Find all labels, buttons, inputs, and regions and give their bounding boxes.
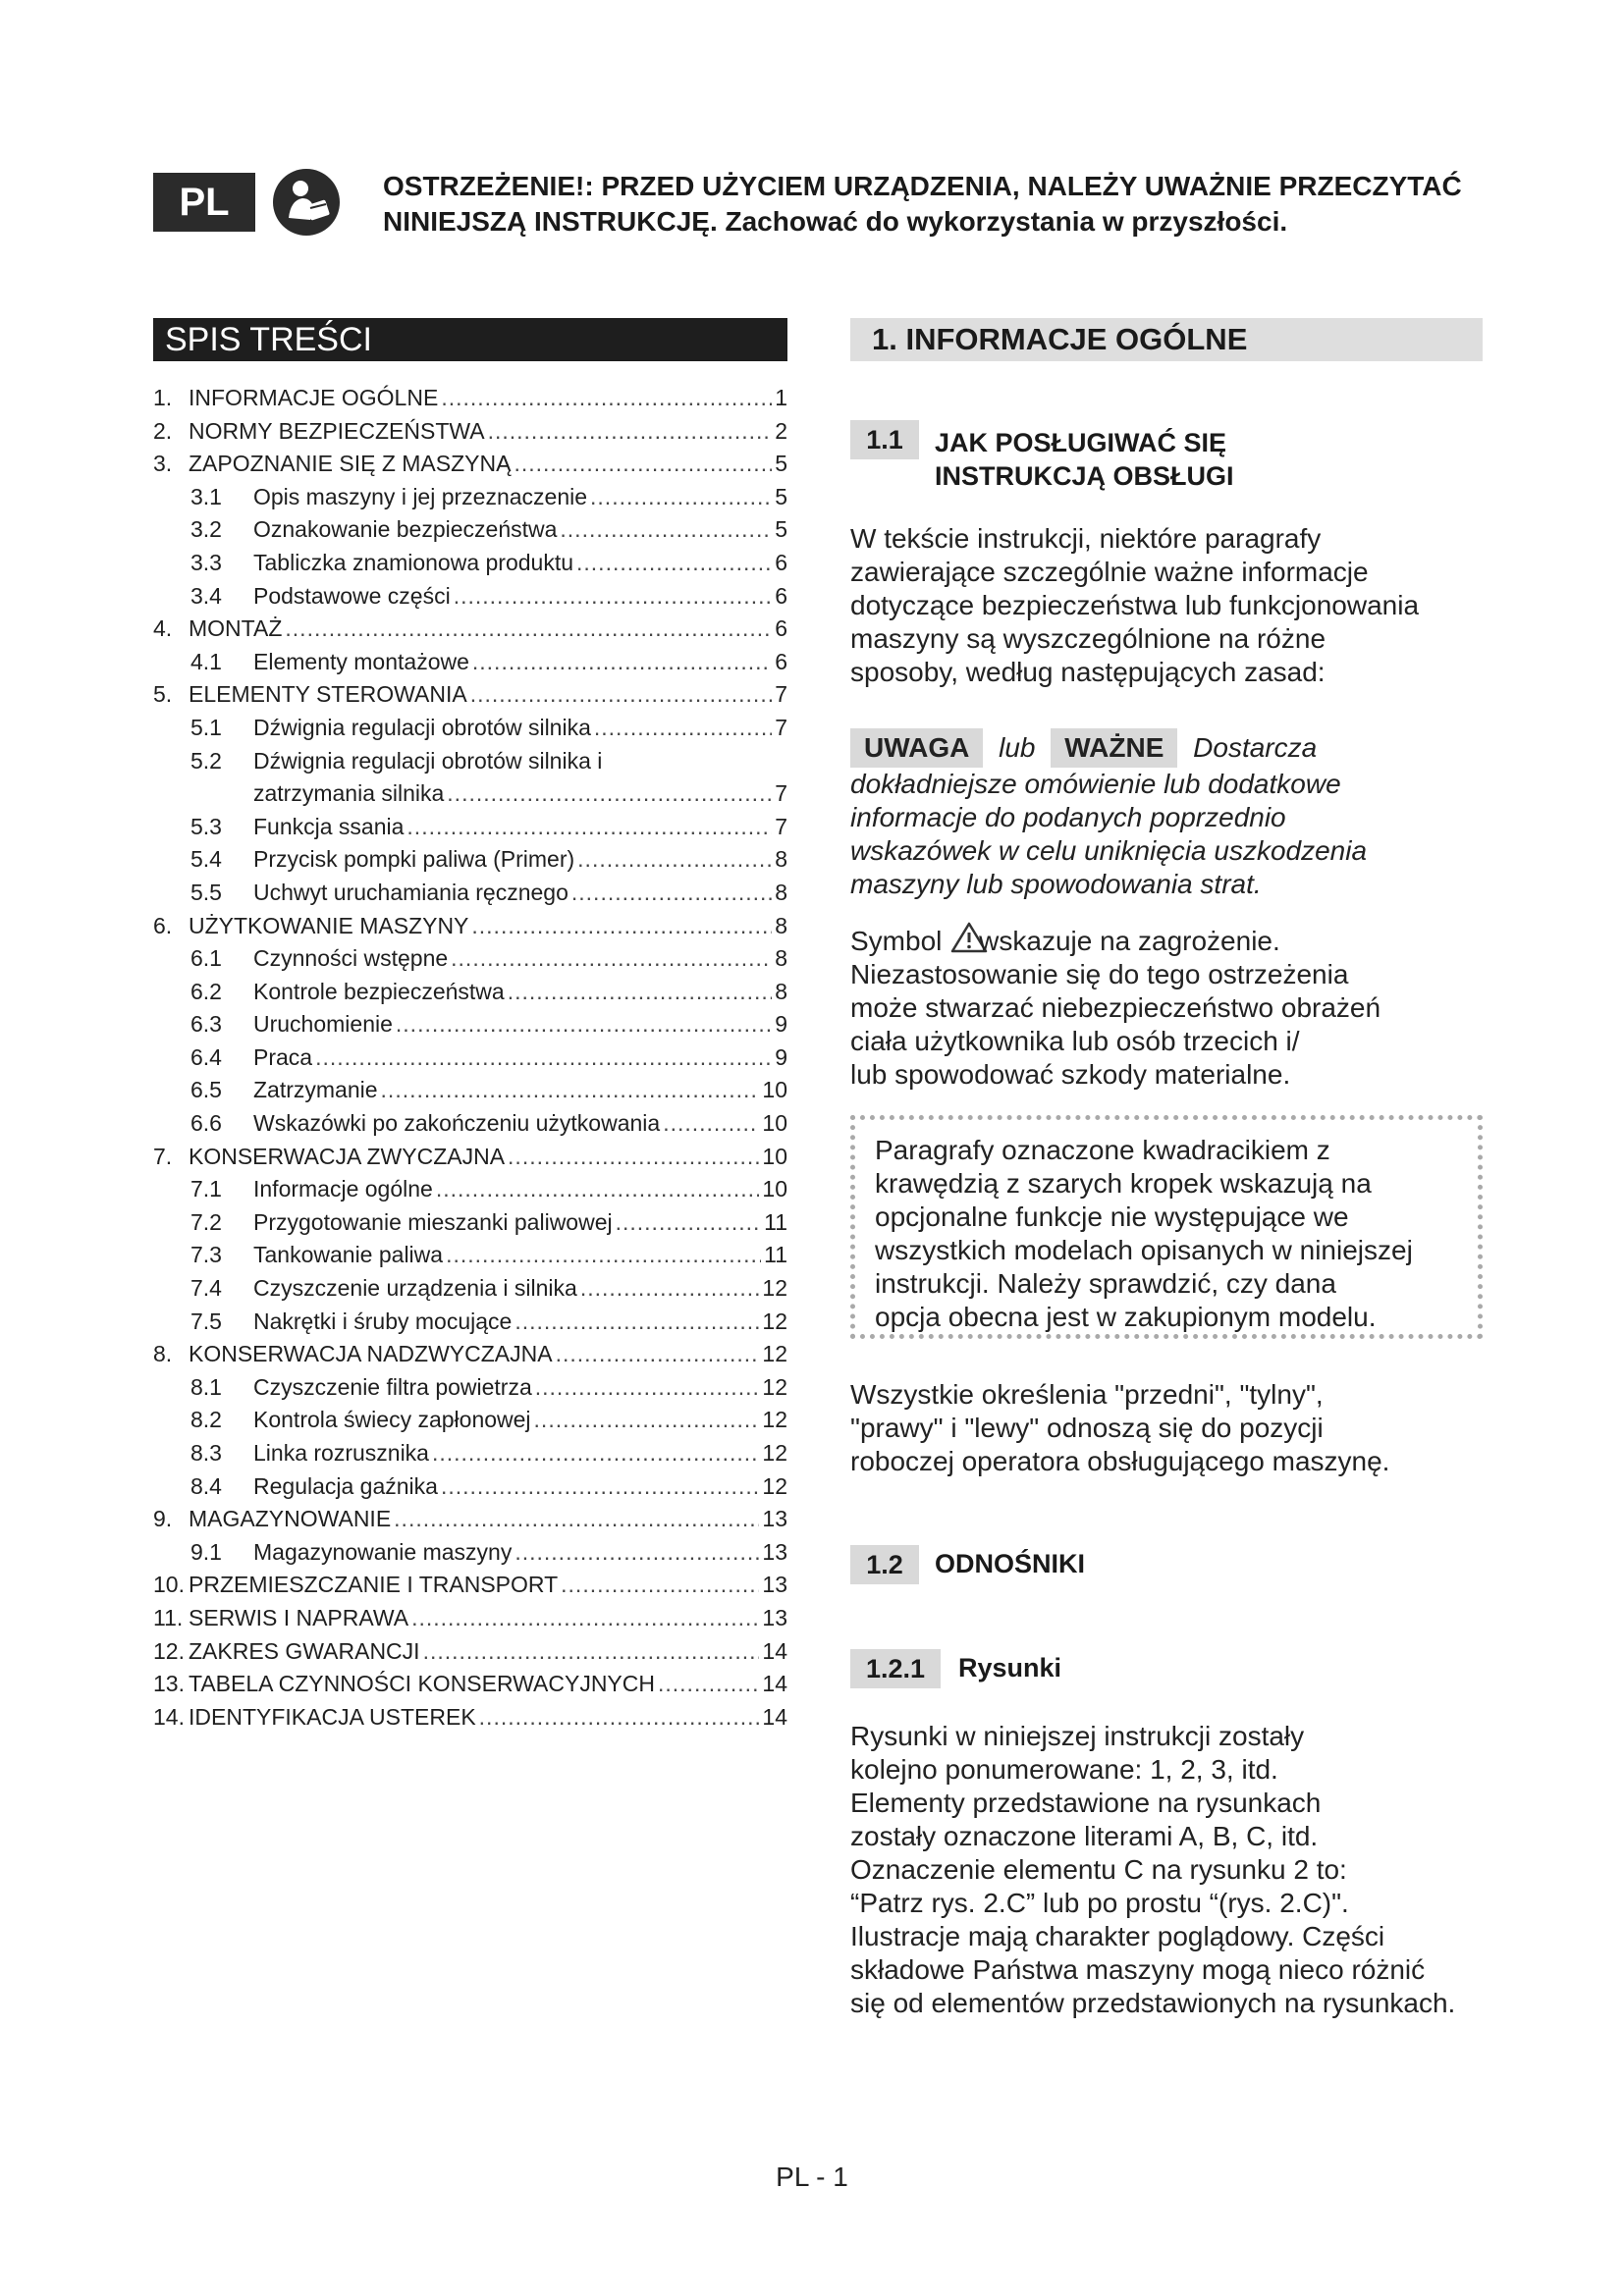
toc-entry xyxy=(153,1704,787,1737)
toc-entry xyxy=(153,1011,787,1044)
toc-leader-dots xyxy=(406,814,772,840)
toc-entry-title: ZAKRES GWARANCJI xyxy=(189,1637,420,1664)
toc-entry-page: 13 xyxy=(762,1604,787,1630)
text-line: opcjonalne funkcje nie występujące we xyxy=(875,1201,1349,1232)
toc-entry-title: Informacje ogólne xyxy=(253,1176,433,1202)
toc-entry-number: 11. xyxy=(153,1604,184,1630)
toc-entry-title: UŻYTKOWANIE MASZYNY xyxy=(189,912,469,938)
toc-entry-title: ZAPOZNANIE SIĘ Z MASZYNĄ xyxy=(189,451,512,477)
toc-leader-dots xyxy=(571,880,772,906)
toc-entry-page: 11 xyxy=(764,1242,787,1268)
toc-entry-page: 6 xyxy=(775,582,787,609)
toc-entry xyxy=(153,484,787,517)
toc-entry xyxy=(153,814,787,847)
text-line: wszystkich modelach opisanych w niniejszej xyxy=(875,1235,1413,1265)
text-line: Paragrafy oznaczone kwadracikiem z xyxy=(875,1135,1330,1165)
toc-entry xyxy=(153,550,787,583)
toc-entry-title: NORMY BEZPIECZEŃSTWA xyxy=(189,417,485,444)
toc-entry-number: 3.2 xyxy=(190,516,222,543)
toc-entry-page: 5 xyxy=(775,451,787,477)
toc-leader-dots xyxy=(590,484,772,510)
toc-entry xyxy=(153,945,787,979)
toc-entry-page: 11 xyxy=(764,1208,787,1235)
toc-entry-number: 2. xyxy=(153,417,173,444)
toc-leader-dots xyxy=(616,1209,762,1236)
toc-entry xyxy=(153,1044,787,1078)
warning-line-1: OSTRZEŻENIE!: PRZED UŻYCIEM URZĄDZENIA, NALEŻY UWAŻNIE PRZECZYTAĆ xyxy=(383,171,1462,201)
toc-entry xyxy=(153,880,787,913)
toc-leader-dots xyxy=(508,1144,759,1170)
toc-entry-page: 8 xyxy=(775,978,787,1004)
toc-entry-number: 5.2 xyxy=(190,747,222,774)
toc-entry-title: Zatrzymanie xyxy=(253,1077,378,1103)
toc-entry-number: 6.2 xyxy=(190,978,222,1004)
toc-entry-page: 10 xyxy=(762,1110,787,1137)
toc-leader-dots xyxy=(436,1176,760,1202)
toc-entry xyxy=(153,1144,787,1177)
toc-entry-page: 8 xyxy=(775,912,787,938)
wazne-tag: WAŻNE xyxy=(1051,728,1177,768)
toc-entry-page: 10 xyxy=(762,1143,787,1169)
toc-entry-page: 12 xyxy=(762,1373,787,1400)
toc-entry-page: 9 xyxy=(775,1043,787,1070)
toc-entry xyxy=(153,1407,787,1440)
toc-leader-dots xyxy=(488,418,773,445)
toc-leader-dots xyxy=(451,945,772,972)
toc-leader-dots xyxy=(577,846,772,873)
toc-leader-dots xyxy=(561,1572,759,1598)
toc-entry-title: Oznakowanie bezpieczeństwa xyxy=(253,516,558,543)
text-line: maszyny lub spowodowania strat. xyxy=(850,869,1262,899)
toc-leader-dots xyxy=(514,1308,759,1335)
toc-entry-title: Wskazówki po zakończeniu użytkowania xyxy=(253,1110,661,1137)
toc-entry-number: 10. xyxy=(153,1572,185,1598)
toc-leader-dots xyxy=(580,1275,760,1302)
toc-entry-number: 6.6 xyxy=(190,1110,222,1137)
toc-entry xyxy=(153,418,787,452)
toc-entry-number: 3.4 xyxy=(190,582,222,609)
toc-entry-title: Opis maszyny i jej przeznaczenie xyxy=(253,483,588,509)
note-paragraph xyxy=(850,728,1498,901)
toc-entry-title: Funkcja ssania xyxy=(253,813,405,839)
toc-entry-title: Nakrętki i śruby mocujące xyxy=(253,1308,513,1334)
subsection-1-2-1-title: Rysunki xyxy=(958,1653,1062,1682)
toc-entry-number: 7.1 xyxy=(190,1176,222,1202)
toc-entry xyxy=(153,979,787,1012)
toc-entry-page: 5 xyxy=(775,483,787,509)
text-line: składowe Państwa maszyny mogą nieco różnić xyxy=(850,1954,1426,1985)
toc-entry xyxy=(153,516,787,550)
text-line: “Patrz rys. 2.C” lub po prostu “(rys. 2.C)". xyxy=(850,1888,1349,1918)
toc-leader-dots xyxy=(576,550,772,576)
page-number: PL - 1 xyxy=(776,2162,848,2192)
optional-features-box xyxy=(850,1115,1483,1339)
uwaga-tag: UWAGA xyxy=(850,728,983,768)
toc-entry xyxy=(153,1605,787,1638)
toc-entry-title: TABELA CZYNNOŚCI KONSERWACYJNYCH xyxy=(189,1671,655,1697)
toc-entry-number: 6.4 xyxy=(190,1043,222,1070)
toc-leader-dots xyxy=(658,1671,759,1697)
toc-entry-number: 8. xyxy=(153,1341,173,1367)
hazard-paragraph xyxy=(850,921,1498,1092)
toc-entry-title: MONTAŻ xyxy=(189,615,283,642)
toc-entry-page: 12 xyxy=(762,1275,787,1302)
toc-entry xyxy=(153,1242,787,1275)
toc-entry-number: 1. xyxy=(153,385,173,410)
toc-entry-number: 6. xyxy=(153,912,173,938)
toc-entry-number: 9.1 xyxy=(190,1538,222,1565)
toc-entry-title: Tabliczka znamionowa produktu xyxy=(253,549,574,575)
toc-entry-number: 7.2 xyxy=(190,1208,222,1235)
toc-entry-title: Czyszczenie urządzenia i silnika xyxy=(253,1275,577,1302)
directions-paragraph xyxy=(850,1378,1498,1478)
toc-entry-title: Uchwyt uruchamiania ręcznego xyxy=(253,879,568,905)
toc-leader-dots xyxy=(560,516,772,543)
toc-entry-number: 8.2 xyxy=(190,1407,222,1433)
read-manual-icon xyxy=(271,165,342,240)
toc-entry-title: IDENTYFIKACJA USTEREK xyxy=(189,1703,476,1730)
toc-entry-number: 8.3 xyxy=(190,1440,222,1466)
toc-entry-title: Dźwignia regulacji obrotów silnika xyxy=(253,714,591,740)
toc-entry-page: 7 xyxy=(775,813,787,839)
text-line: roboczej operatora obsługującego maszynę. xyxy=(850,1446,1390,1476)
toc-leader-dots xyxy=(441,1473,759,1500)
table-of-contents xyxy=(153,385,787,1736)
toc-entry-page: 6 xyxy=(775,549,787,575)
toc-entry-page: 6 xyxy=(775,648,787,674)
toc-entry xyxy=(153,649,787,682)
toc-entry-title: Przygotowanie mieszanki paliwowej xyxy=(253,1208,613,1235)
toc-entry xyxy=(153,1077,787,1110)
text-line: Ilustracje mają charakter poglądowy. Części xyxy=(850,1921,1385,1951)
text-line: Rysunki w niniejszej instrukcji zostały xyxy=(850,1721,1305,1751)
toc-entry xyxy=(153,1308,787,1342)
toc-entry-number: 5.4 xyxy=(190,846,222,873)
toc-leader-dots xyxy=(285,615,772,642)
text-line: może stwarzać niebezpieczeństwo obrażeń xyxy=(850,992,1381,1023)
toc-title: SPIS TREŚCI xyxy=(153,318,787,361)
toc-entry-number: 13. xyxy=(153,1671,185,1697)
toc-entry xyxy=(153,1572,787,1605)
text-line: Oznaczenie elementu C na rysunku 2 to: xyxy=(850,1854,1347,1885)
subsection-1-1-number: 1.1 xyxy=(850,420,919,459)
toc-leader-dots xyxy=(514,451,772,477)
toc-leader-dots xyxy=(514,1539,759,1566)
toc-entry-title: PRZEMIESZCZANIE I TRANSPORT xyxy=(189,1572,559,1598)
symbol-suffix: wskazuje na zagrożenie. xyxy=(979,926,1280,956)
toc-entry-title: KONSERWACJA ZWYCZAJNA xyxy=(189,1143,506,1169)
toc-entry-title: Elementy montażowe xyxy=(253,648,469,674)
text-line: kolejno ponumerowane: 1, 2, 3, itd. xyxy=(850,1754,1278,1785)
toc-entry-number: 5.5 xyxy=(190,879,222,905)
symbol-prefix: Symbol xyxy=(850,926,943,956)
toc-entry-page: 8 xyxy=(775,846,787,873)
toc-entry-number: 14. xyxy=(153,1703,185,1730)
text-line: ciała użytkownika lub osób trzecich i/ xyxy=(850,1026,1300,1056)
toc-entry xyxy=(153,681,787,715)
toc-entry-number: 8.1 xyxy=(190,1373,222,1400)
toc-entry-number: 7.4 xyxy=(190,1275,222,1302)
toc-entry-number: 4.1 xyxy=(190,648,222,674)
subsection-1-1-title-line-1: JAK POSŁUGIWAĆ SIĘ xyxy=(935,428,1227,457)
toc-entry-title: Magazynowanie maszyny xyxy=(253,1538,513,1565)
toc-entry-number: 5.1 xyxy=(190,714,222,740)
toc-entry-number: 5. xyxy=(153,681,173,708)
toc-entry-number: 4. xyxy=(153,615,173,642)
subsection-1-2-1-number: 1.2.1 xyxy=(850,1649,941,1688)
toc-entry-title: Przycisk pompki paliwa (Primer) xyxy=(253,846,575,873)
intro-paragraph xyxy=(850,522,1498,689)
toc-entry-number: 7.5 xyxy=(190,1308,222,1334)
toc-entry-page: 5 xyxy=(775,516,787,543)
toc-leader-dots xyxy=(663,1110,759,1137)
toc-entry-title: Czyszczenie filtra powietrza xyxy=(253,1373,532,1400)
toc-entry-title: SERWIS I NAPRAWA xyxy=(189,1604,409,1630)
toc-leader-dots xyxy=(479,1704,760,1731)
toc-entry-page: 7 xyxy=(775,780,787,807)
toc-entry xyxy=(153,1374,787,1408)
toc-entry-page: 8 xyxy=(775,879,787,905)
toc-leader-dots xyxy=(394,1506,759,1532)
text-line: się od elementów przedstawionych na rysunkach. xyxy=(850,1988,1456,2018)
toc-entry xyxy=(153,615,787,649)
toc-entry-title: Uruchomienie xyxy=(253,1011,393,1038)
toc-entry xyxy=(153,1110,787,1144)
figures-paragraph xyxy=(850,1720,1518,2020)
toc-leader-dots xyxy=(470,681,772,708)
toc-entry xyxy=(153,1638,787,1672)
toc-entry-number: 12. xyxy=(153,1637,185,1664)
toc-leader-dots xyxy=(411,1605,759,1631)
toc-entry-number: 3. xyxy=(153,451,173,477)
text-line: Wszystkie określenia "przedni", "tylny", xyxy=(850,1379,1324,1410)
toc-entry-page: 7 xyxy=(775,714,787,740)
text-line: krawędzią z szarych kropek wskazują na xyxy=(875,1168,1372,1199)
warning-line-2: NINIEJSZĄ INSTRUKCJĘ. Zachować do wykorzystania w przyszłości. xyxy=(383,206,1288,237)
toc-entry-title: ELEMENTY STEROWANIA xyxy=(189,681,467,708)
toc-entry xyxy=(153,780,787,814)
text-line: sposoby, według następujących zasad: xyxy=(850,657,1326,687)
toc-entry-page: 12 xyxy=(762,1407,787,1433)
toc-entry-page: 14 xyxy=(762,1671,787,1697)
toc-entry-number: 7.3 xyxy=(190,1242,222,1268)
toc-leader-dots xyxy=(441,385,772,411)
toc-entry-page: 7 xyxy=(775,681,787,708)
toc-entry-title: Linka rozrusznika xyxy=(253,1440,429,1466)
text-line: "prawy" i "lewy" odnoszą się do pozycji xyxy=(850,1413,1324,1443)
toc-entry-number: 5.3 xyxy=(190,813,222,839)
toc-entry-page: 9 xyxy=(775,1011,787,1038)
toc-leader-dots xyxy=(454,583,773,610)
text-line: opcja obecna jest w zakupionym modelu. xyxy=(875,1302,1377,1332)
toc-entry-title: Podstawowe części xyxy=(253,582,451,609)
toc-entry-title: KONSERWACJA NADZWYCZAJNA xyxy=(189,1341,553,1367)
toc-entry-page: 8 xyxy=(775,945,787,972)
toc-entry-page: 13 xyxy=(762,1538,787,1565)
toc-entry-page: 10 xyxy=(762,1077,787,1103)
toc-entry xyxy=(153,1539,787,1573)
toc-entry-title: INFORMACJE OGÓLNE xyxy=(189,385,439,410)
toc-entry xyxy=(153,913,787,946)
toc-leader-dots xyxy=(423,1638,760,1665)
toc-entry-title: Regulacja gaźnika xyxy=(253,1472,438,1499)
toc-entry-page: 1 xyxy=(775,385,787,410)
toc-entry-title: Tankowanie paliwa xyxy=(253,1242,444,1268)
toc-entry xyxy=(153,715,787,748)
toc-leader-dots xyxy=(315,1044,772,1071)
toc-entry-page: 12 xyxy=(762,1472,787,1499)
toc-entry-page: 12 xyxy=(762,1308,787,1334)
toc-leader-dots xyxy=(446,1242,761,1268)
toc-entry-page: 14 xyxy=(762,1703,787,1730)
language-badge: PL xyxy=(153,173,255,232)
text-line: dokładniejsze omówienie lub dodatkowe xyxy=(850,769,1341,799)
toc-entry-page: 12 xyxy=(762,1440,787,1466)
subsection-1-2-title: ODNOŚNIKI xyxy=(935,1549,1086,1578)
toc-entry-title: Praca xyxy=(253,1043,313,1070)
toc-entry-title: Dźwignia regulacji obrotów silnika i xyxy=(253,747,603,774)
toc-entry-page: 2 xyxy=(775,417,787,444)
lub-text: lub xyxy=(999,732,1036,763)
toc-entry-number: 7. xyxy=(153,1143,173,1169)
text-line: informacje do podanych poprzednio xyxy=(850,802,1286,832)
toc-entry-page: 10 xyxy=(762,1176,787,1202)
toc-entry-number: 9. xyxy=(153,1506,173,1532)
text-line: zostały oznaczone literami A, B, C, itd. xyxy=(850,1821,1319,1851)
toc-entry xyxy=(153,1440,787,1473)
text-line: W tekście instrukcji, niektóre paragrafy xyxy=(850,523,1322,554)
warning-header xyxy=(383,169,1532,240)
toc-entry-title: Kontrola świecy zapłonowej xyxy=(253,1407,531,1433)
toc-entry xyxy=(153,1671,787,1704)
toc-entry-number: 6.1 xyxy=(190,945,222,972)
toc-entry xyxy=(153,846,787,880)
toc-entry-number: 8.4 xyxy=(190,1472,222,1499)
toc-entry-title: MAGAZYNOWANIE xyxy=(189,1506,392,1532)
toc-leader-dots xyxy=(472,649,772,675)
toc-entry xyxy=(153,1473,787,1507)
toc-entry-number: 3.1 xyxy=(190,483,222,509)
toc-entry-page: 6 xyxy=(775,615,787,642)
section-1-heading: 1. INFORMACJE OGÓLNE xyxy=(850,318,1483,361)
text-line: lub spowodować szkody materialne. xyxy=(850,1059,1291,1090)
toc-entry-page: 13 xyxy=(762,1572,787,1598)
text-line: wskazówek w celu uniknięcia uszkodzenia xyxy=(850,835,1368,866)
symbol-line xyxy=(850,921,1498,958)
toc-entry xyxy=(153,1209,787,1243)
toc-entry xyxy=(153,1275,787,1308)
toc-leader-dots xyxy=(396,1011,772,1038)
text-line: zawierające szczególnie ważne informacje xyxy=(850,557,1369,587)
toc-entry xyxy=(153,451,787,484)
toc-entry-page: 12 xyxy=(762,1341,787,1367)
toc-entry xyxy=(153,583,787,616)
toc-entry-number: 3.3 xyxy=(190,549,222,575)
text-line: maszyny są wyszczególnione na różne xyxy=(850,623,1326,654)
toc-leader-dots xyxy=(471,913,772,939)
toc-leader-dots xyxy=(534,1407,760,1433)
dostarcza-text: Dostarcza xyxy=(1193,732,1318,763)
toc-leader-dots xyxy=(556,1341,760,1367)
toc-leader-dots xyxy=(508,979,772,1005)
toc-entry-page: 14 xyxy=(762,1637,787,1664)
toc-entry-title: zatrzymania silnika xyxy=(253,780,445,807)
subsection-1-1-title-line-2: INSTRUKCJĄ OBSŁUGI xyxy=(935,461,1234,491)
subsection-1-2-number: 1.2 xyxy=(850,1545,919,1584)
toc-entry-title: Czynności wstępne xyxy=(253,945,449,972)
toc-leader-dots xyxy=(447,780,772,807)
toc-leader-dots xyxy=(535,1374,760,1401)
toc-entry xyxy=(153,385,787,418)
subsection-1-1-title xyxy=(935,426,1465,493)
toc-entry xyxy=(153,748,787,781)
text-line: Elementy przedstawione na rysunkach xyxy=(850,1788,1322,1818)
toc-entry-number: 6.5 xyxy=(190,1077,222,1103)
toc-entry xyxy=(153,1506,787,1539)
toc-leader-dots xyxy=(432,1440,759,1467)
toc-entry-number: 6.3 xyxy=(190,1011,222,1038)
text-line: instrukcji. Należy sprawdzić, czy dana xyxy=(875,1268,1336,1299)
toc-entry-title: Kontrole bezpieczeństwa xyxy=(253,978,505,1004)
text-line: Niezastosowanie się do tego ostrzeżenia xyxy=(850,959,1349,989)
toc-leader-dots xyxy=(594,715,772,741)
toc-entry xyxy=(153,1341,787,1374)
toc-entry xyxy=(153,1176,787,1209)
text-line: dotyczące bezpieczeństwa lub funkcjonowania xyxy=(850,590,1420,620)
toc-leader-dots xyxy=(381,1077,760,1103)
note-tags-line xyxy=(850,728,1498,768)
toc-entry-page: 13 xyxy=(762,1506,787,1532)
